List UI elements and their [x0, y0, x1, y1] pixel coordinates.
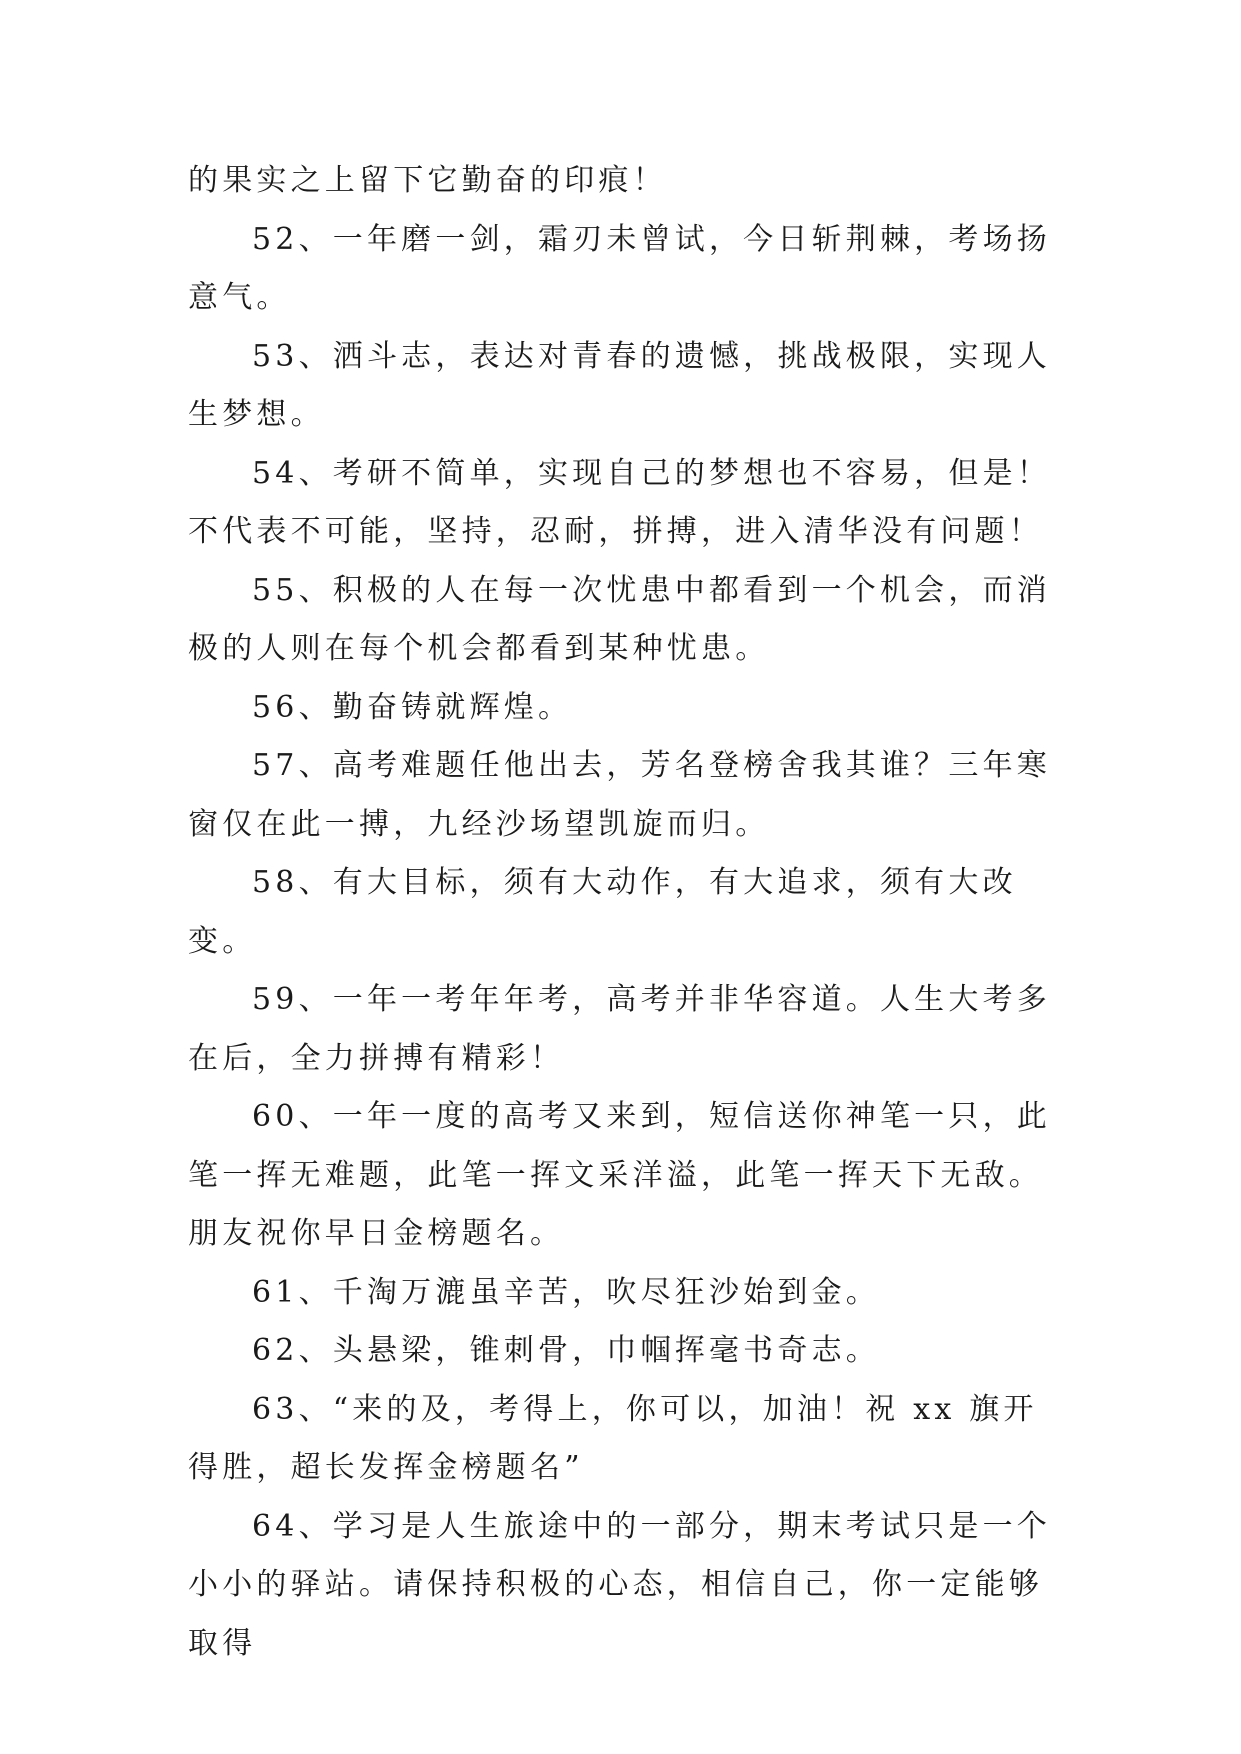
- paragraph-58: 58、有大目标，须有大动作，有大追求，须有大改变。: [188, 865, 1017, 959]
- paragraph-63: 63、“来的及，考得上，你可以，加油！祝 xx 旗开得胜，超长发挥金榜题名”: [188, 1391, 1038, 1485]
- paragraph-56: 56、勤奋铸就辉煌。: [252, 689, 573, 725]
- paragraph-53: 53、洒斗志，表达对青春的遗憾，挑战极限，实现人生梦想。: [188, 338, 1051, 432]
- paragraph-60: 60、一年一度的高考又来到，短信送你神笔一只，此笔一挥无难题，此笔一挥文采洋溢，此笔一挥天下无敌。朋友祝你早日金榜题名。: [188, 1099, 1051, 1251]
- paragraph-61: 61、千淘万漉虽辛苦，吹尽狂沙始到金。: [252, 1274, 880, 1310]
- paragraph-54: 54、考研不简单，实现自己的梦想也不容易，但是！不代表不可能，坚持，忍耐，拼搏，进入清华没有问题！: [188, 455, 1051, 549]
- paragraph-62: 62、头悬梁，锥刺骨，巾帼挥毫书奇志。: [252, 1333, 880, 1368]
- paragraph-55: 55、积极的人在每一次忧患中都看到一个机会，而消极的人则在每个机会都看到某种忧患。: [188, 572, 1051, 666]
- paragraph-59: 59、一年一考年年考，高考并非华容道。人生大考多在后，全力拼搏有精彩！: [188, 982, 1051, 1076]
- paragraph-continuation: 的果实之上留下它勤奋的印痕！: [188, 163, 667, 198]
- paragraph-52: 52、一年磨一剑，霜刃未曾试，今日斩荆棘，考场扬意气。: [188, 221, 1051, 315]
- document-body: [188, 152, 1063, 1673]
- paragraph-57: 57、高考难题任他出去，芳名登榜舍我其谁？三年寒窗仅在此一搏，九经沙场望凯旋而归。: [188, 748, 1051, 842]
- paragraph-64: 64、学习是人生旅途中的一部分，期末考试只是一个小小的驿站。请保持积极的心态，相信自己，你一定能够取得: [188, 1508, 1051, 1661]
